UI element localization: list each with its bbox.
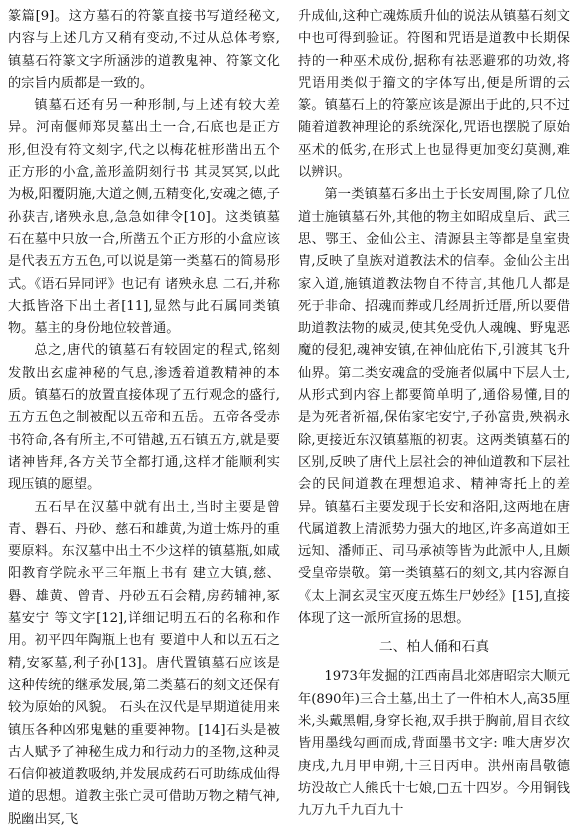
paragraph-continued-right: 升成仙,这种亡魂炼质升仙的说法从镇墓石刻文中也可得到验证。符图和咒语是道教中长期保持的一种巫术成份,据称有祛恶避邪的功效,将咒语用类似于籀文的字体写出,便是所谓的云篆。镇墓石上的符篆应该是源出于此的,只不过随着道教神理论的系统深化,咒语也摆脱了原始巫术的低劣,在形式上也显得更加变幻莫测,难以辨识。 xyxy=(298,9,570,181)
paragraph-five-stones: 五石早在汉墓中就有出土,当时主要是曾青、礜石、丹砂、慈石和雄黄,为道士炼丹的重要原料。东汉墓中出土不少这样的镇墓瓶,如咸阳教育学院永平三年瓶上书有 建立大镇,慈、礜、雄黄、曾青、丹砂五石会精,房药辅神,冢墓安宁 等文字[12],详细记明五石的名称和作用。初平四年陶瓶上也有 要道中人和以五石之精,安冢墓,利子孙[13]。唐代置镇墓石应该是这种传统的继承发展,第二类墓石的刻文还保有较为原始的风貌。 石头在汉代是早期道徒用来镇压各种凶邪鬼魅的重要神物。[14]石头是被古人赋予了神秘生成力和行动力的圣物,这种灵石信仰被道教吸纳,并发展成药石可助练成仙得道的思想。道教主张亡灵可借助万物之精气神,脱幽出冥,飞 xyxy=(8,499,280,827)
paragraph-summary: 总之,唐代的镇墓石有较固定的程式,铭刻发散出玄虚神秘的气息,渗透着道教精神的本质。镇墓石的放置直接体现了五行观念的盛行,五方五色之制被配以五帝和五岳。五帝各受赤书符命,各有所主,不可错越,五石镇五方,就是要诸神皆拜,各方关节全都打通,这样才能顺利实现压镇的愿望。 xyxy=(8,343,280,493)
paragraph-first-type-distribution: 第一类镇墓石多出土于长安周围,除了几位道士施镇墓石外,其他的物主如昭成皇后、武三思、鄂王、金仙公主、清源县主等都是皇室贵胄,反映了皇族对道教法术的信奉。金仙公主出家入道,施镇道教法物自不待言,其他几人都是死于非命、招魂而葬或几经周折迁厝,所以要借助道教法物的威灵,使其免受仇人魂魄、野鬼恶魔的侵犯,魂神安镇,在神仙庇佑下,引渡其飞升仙界。第二类安魂盒的受施者似属中下层人士,从形式到内容上都要简单明了,通俗易懂,目的是为死者祈福,保佑家宅安宁,子孙富贵,殃祸永除,更接近东汉镇墓瓶的初衷。这两类镇墓石的区别,反映了唐代上层社会的神仙道教和下层社会的民间道教在理想追求、精神寄托上的差异。镇墓石主要发现于长安和洛阳,这两地在唐代属道教上清派势力强大的地区,许多高道如王远知、潘师正、司马承祯等皆为此派中人,且颇受皇帝崇敬。第一类镇墓石的刻文,其内容源自《太上洞玄灵宝灭度五炼生尸妙经》[15],直接体现了这一派所宣扬的思想。 xyxy=(298,187,570,627)
paragraph-second-type-tomb-stone: 镇墓石还有另一种形制,与上述有较大差异。河南偃师郑炅墓出土一合,石底也是正方形,但没有符文刻字,代之以梅花桩形凿出五个正方形的小盒,盖形盖阴刻行书 其灵冥冥,以此为极,阳覆阴施,大道之侧,五精变化,安魂之德,子孙获吉,诸殃永息,急急如律令[10]。这类镇墓石在墓中只放一合,所凿五个正方形的小盒应该是代表五方五色,可以说是第一类墓石的简易形式。《语石异同评》也记有 诸殃永息 二石,并称 大抵皆洛下出土者[11],显然与此石属同类镇物。墓主的身份地位较普通。 xyxy=(8,98,280,337)
right-column xyxy=(294,6,570,819)
section-heading: 二、柏人俑和石真 xyxy=(378,639,490,656)
paragraph-continued: 篆篇[9]。这方墓石的符篆直接书写道经秘文,内容与上述几方又稍有变动,不过从总体考察,镇墓石符篆文字所涵涉的道教鬼神、符篆文化的宗旨内质都是一致的。 xyxy=(8,9,280,91)
left-column xyxy=(8,6,284,827)
paragraph-cypress-figure: 1973年发掘的江西南昌北郊唐昭宗大顺元年(890年)三合土墓,出土了一件柏木人,高35厘米,头戴黑帽,身穿长袍,双手拱于胸前,眉目衣纹皆用墨线勾画而成,背面墨书文字: 唯大唐岁次庚戌,九月甲申朔,十三日丙申。洪州南昌敬德坊没故亡人熊氏十七娘,□五十四岁。今用铜钱九万九千九百九十 xyxy=(298,669,570,819)
